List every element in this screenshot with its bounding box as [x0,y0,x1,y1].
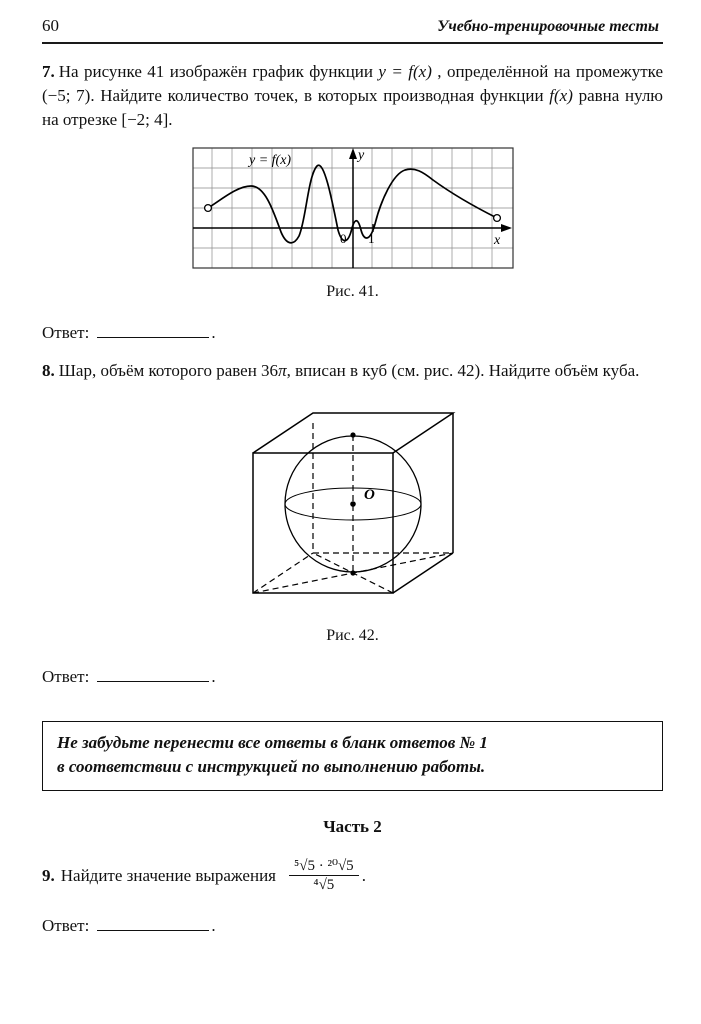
answer-blank [97,324,209,338]
problem-8-segment: , вписан в куб (см. рис. 42). Найдите объём куба. [286,361,640,381]
page-header [42,16,663,44]
unit-label: 1 [367,231,374,247]
problem-7-segment: На рисунке 41 изображён график функции [58,62,379,81]
answer-period: . [211,916,216,936]
sphere-center-point [350,501,356,507]
problem-9-segment: Найдите значение выражения [60,865,276,885]
fraction-expression [289,857,359,895]
y-axis-label: y [357,148,364,164]
sphere-in-cube-drawing [222,398,484,614]
answer-line-9 [42,916,663,936]
problem-7-number: 7. [42,62,55,81]
origin-label: 0 [339,231,346,247]
open-endpoint-left [204,205,211,212]
fraction-numerator: ⁵√5 · ²⁰√5 [289,858,359,876]
x-axis-label: x [493,233,500,249]
function-graph [191,146,515,270]
answer-period: . [211,323,216,343]
problem-8-number: 8. [42,361,55,381]
problem-7-segment: равна нулю на отрезке [−2; 4]. [42,86,664,130]
answer-period: . [211,666,216,686]
problem-9-number: 9. [42,865,55,885]
page-header-title: Учебно-тренировочные тесты [437,18,659,35]
answer-line-7 [42,323,663,343]
part-2-heading: Часть 2 [323,816,382,836]
figure-42 [42,398,663,645]
open-endpoint-right [493,215,500,222]
figure-42-caption: Рис. 42. [326,626,379,644]
page-number: 60 [42,16,59,35]
problem-8-text [42,359,663,383]
answer-label: Ответ: [42,916,90,936]
formula-fx: f(x) [549,86,573,106]
figure-41 [42,146,663,301]
answer-blank [97,917,209,931]
problem-8-segment: Шар, объём которого равен 36 [58,361,279,381]
problem-7-segment: , определённой на промежутке (−5; 7). Найдите количество точек, в которых производная функции [42,62,664,106]
answer-label: Ответ: [42,666,90,686]
curve-label: y = f(x) [248,153,291,169]
problem-7-text [42,60,663,132]
notice-line-2: в соответствии с инструкцией по выполнению работы. [57,757,486,777]
answer-label: Ответ: [42,323,90,343]
notice-box [42,721,663,791]
notice-line-1: Не забудьте перенести все ответы в бланк ответов № 1 [57,732,488,752]
formula-y-fx: y = f(x) [378,62,432,81]
problem-9-period: . [361,865,366,885]
answer-line-8 [42,667,663,687]
formula-pi: π [278,361,287,381]
figure-41-caption: Рис. 41. [326,283,379,301]
fraction-denominator: ⁴√5 [313,876,335,893]
center-label: O [363,486,375,503]
answer-blank [97,668,209,682]
problem-9-text [42,857,663,895]
